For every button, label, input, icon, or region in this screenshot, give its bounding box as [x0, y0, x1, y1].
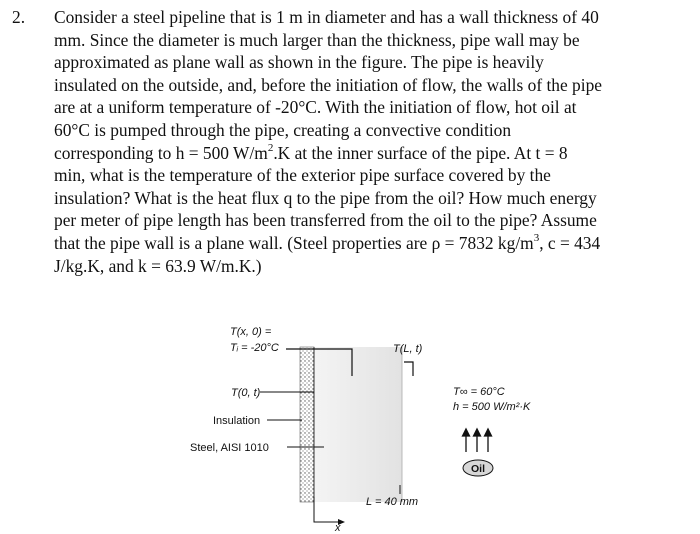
superscript-2: 2 [267, 141, 274, 154]
problem-line-part: corresponding to h = 500 W/m [54, 142, 268, 163]
problem-line: J/kg.K, and k = 63.9 W/m.K.) [54, 255, 262, 276]
problem-line: are at a uniform temperature of -20°C. With the initiation of flow, hot oil at [54, 97, 577, 118]
x-axis-label: x [335, 522, 341, 534]
wall-thickness-label: L = 40 mm [366, 496, 419, 508]
surface-temperature-line [404, 362, 413, 376]
problem-line: insulation? What is the heat flux q to the pipe from the oil? How much energy [54, 187, 597, 208]
problem-line-part: .K at the inner surface of the pipe. At t = 8 [273, 142, 568, 163]
problem-line: per meter of pipe length has been transferred from the oil to the pipe? Assume [54, 210, 597, 231]
oil-label: Oil [470, 463, 486, 475]
problem-line: Consider a steel pipeline that is 1 m in diameter and has a wall thickness of 40 [54, 7, 599, 27]
fluid-temperature-label: T∞ = 60°C [453, 386, 505, 398]
problem-number: 2. [12, 7, 26, 27]
initial-condition-label: T(x, 0) = [230, 326, 272, 338]
problem-line: 60°C is pumped through the pipe, creating a convective condition [54, 119, 512, 140]
problem-line: approximated as plane wall as shown in the figure. The pipe is heavily [54, 52, 544, 73]
problem-statement [0, 6, 690, 277]
surface-temperature-label: T(L, t) [393, 343, 423, 355]
problem-line-part: that the pipe wall is a plane wall. (Steel properties are ρ = 7832 kg/m [54, 232, 534, 253]
insulation-layer [300, 347, 314, 502]
heat-flow-arrows [463, 429, 492, 452]
problem-line [54, 142, 700, 165]
problem-line-part: , c = 434 [539, 232, 601, 253]
inner-temperature-label: T(0, t) [231, 387, 261, 399]
problem-line: insulated on the outside, and, before the initiation of flow, the walls of the pipe [54, 74, 602, 95]
superscript-3: 3 [533, 232, 540, 245]
problem-line [54, 232, 700, 255]
problem-line: min, what is the temperature of the exterior pipe surface covered by the [54, 165, 551, 186]
insulation-label: Insulation [213, 415, 261, 427]
initial-temperature-label: Tᵢ = -20°C [230, 342, 279, 354]
problem-line: mm. Since the diameter is much larger than the thickness, pipe wall may be [54, 29, 580, 50]
steel-label: Steel, AISI 1010 [190, 442, 269, 454]
convection-coefficient-label: h = 500 W/m²·K [453, 401, 531, 413]
steel-wall [314, 347, 402, 502]
